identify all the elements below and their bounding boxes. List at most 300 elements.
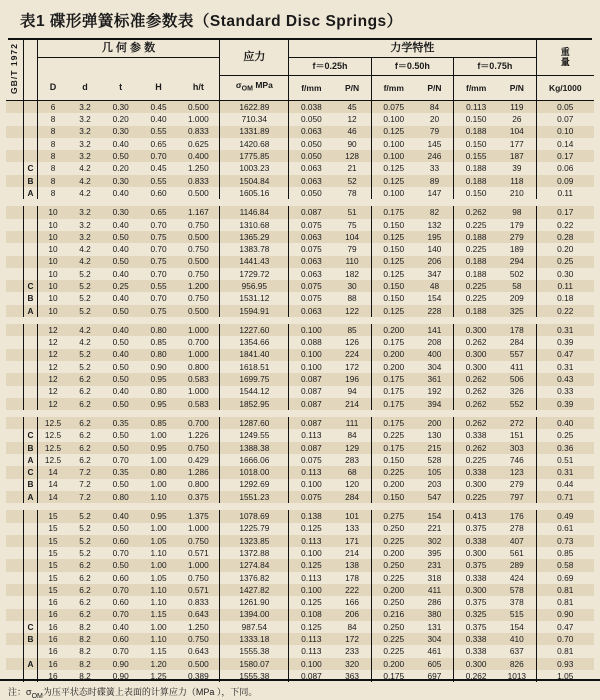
mech-group-2: f＝0.50h bbox=[371, 57, 453, 75]
cell-ht: 0.833 bbox=[177, 126, 219, 138]
cell-f1: 0.038 bbox=[289, 101, 334, 114]
cell-p3: 272 bbox=[498, 417, 536, 429]
cell-stress: 1394.00 bbox=[220, 609, 289, 621]
geometry-spacer bbox=[37, 57, 220, 75]
cell-ht: 0.500 bbox=[177, 101, 219, 114]
cell-t: 0.25 bbox=[102, 280, 140, 292]
cell-weight: 0.06 bbox=[536, 162, 594, 174]
cell-ht: 0.833 bbox=[177, 175, 219, 187]
cell-f2: 0.150 bbox=[371, 280, 416, 292]
table-note bbox=[0, 679, 600, 700]
cell-t: 0.30 bbox=[102, 101, 140, 114]
cell-stress: 1666.06 bbox=[220, 454, 289, 466]
disc-spring-table bbox=[6, 40, 594, 682]
cell-series-mark: C bbox=[24, 466, 37, 478]
cell-series-mark bbox=[24, 596, 37, 608]
cell-weight: 0.73 bbox=[536, 535, 594, 547]
cell-p3: 410 bbox=[498, 633, 536, 645]
cell-f3: 0.150 bbox=[454, 113, 499, 125]
cell-weight: 0.25 bbox=[536, 429, 594, 441]
cell-p2: 286 bbox=[416, 596, 454, 608]
cell-f3: 0.325 bbox=[454, 609, 499, 621]
cell-f1: 0.100 bbox=[289, 349, 334, 361]
row-standard-spacer bbox=[6, 621, 24, 633]
mech-group-3: f＝0.75h bbox=[454, 57, 536, 75]
row-standard-spacer bbox=[6, 559, 24, 571]
cell-f2: 0.225 bbox=[371, 429, 416, 441]
cell-f2: 0.250 bbox=[371, 523, 416, 535]
cell-p2: 347 bbox=[416, 268, 454, 280]
cell-p3: 289 bbox=[498, 559, 536, 571]
cell-t: 0.30 bbox=[102, 126, 140, 138]
cell-p3: 294 bbox=[498, 256, 536, 268]
cell-f3: 0.300 bbox=[454, 547, 499, 559]
cell-f1: 0.125 bbox=[289, 621, 334, 633]
cell-stress: 1852.95 bbox=[220, 398, 289, 410]
cell-f2: 0.125 bbox=[371, 162, 416, 174]
cell-weight: 0.85 bbox=[536, 547, 594, 559]
cell-ht: 0.500 bbox=[177, 305, 219, 317]
cell-H: 0.75 bbox=[140, 231, 178, 243]
cell-f3: 0.262 bbox=[454, 398, 499, 410]
cell-f2: 0.150 bbox=[371, 454, 416, 466]
cell-f2: 0.125 bbox=[371, 256, 416, 268]
cell-stress: 956.95 bbox=[220, 280, 289, 292]
cell-f3: 0.375 bbox=[454, 596, 499, 608]
table-row bbox=[6, 596, 594, 608]
cell-p1: 45 bbox=[333, 101, 371, 114]
cell-p2: 361 bbox=[416, 373, 454, 385]
col-p1: P/N bbox=[333, 75, 371, 100]
cell-d: 3.2 bbox=[68, 101, 101, 114]
cell-stress: 1372.88 bbox=[220, 547, 289, 559]
cell-f1: 0.063 bbox=[289, 231, 334, 243]
cell-weight: 0.05 bbox=[536, 101, 594, 114]
cell-weight: 0.69 bbox=[536, 572, 594, 584]
cell-H: 1.00 bbox=[140, 429, 178, 441]
cell-weight: 0.36 bbox=[536, 442, 594, 454]
row-standard-spacer bbox=[6, 442, 24, 454]
cell-d: 5.2 bbox=[68, 510, 101, 522]
cell-p3: 325 bbox=[498, 305, 536, 317]
cell-stress: 1365.29 bbox=[220, 231, 289, 243]
table-row bbox=[6, 398, 594, 410]
cell-d: 8.2 bbox=[68, 621, 101, 633]
cell-p1: 52 bbox=[333, 175, 371, 187]
cell-p1: 122 bbox=[333, 305, 371, 317]
cell-p1: 51 bbox=[333, 206, 371, 218]
row-standard-spacer bbox=[6, 349, 24, 361]
cell-f1: 0.075 bbox=[289, 454, 334, 466]
cell-stress: 1427.82 bbox=[220, 584, 289, 596]
cell-t: 0.40 bbox=[102, 268, 140, 280]
cell-p2: 130 bbox=[416, 429, 454, 441]
cell-d: 8.2 bbox=[68, 670, 101, 682]
cell-f2: 0.075 bbox=[371, 101, 416, 114]
cell-series-mark bbox=[24, 150, 37, 162]
row-standard-spacer bbox=[6, 633, 24, 645]
cell-ht: 1.250 bbox=[177, 162, 219, 174]
cell-d: 3.2 bbox=[68, 150, 101, 162]
cell-D: 10 bbox=[37, 219, 68, 231]
cell-f3: 0.155 bbox=[454, 150, 499, 162]
cell-p2: 228 bbox=[416, 305, 454, 317]
cell-f1: 0.113 bbox=[289, 466, 334, 478]
cell-weight: 0.90 bbox=[536, 609, 594, 621]
stress-subscript: OM bbox=[241, 85, 253, 93]
cell-stress: 1376.82 bbox=[220, 572, 289, 584]
cell-t: 0.60 bbox=[102, 535, 140, 547]
cell-p3: 189 bbox=[498, 243, 536, 255]
cell-p1: 104 bbox=[333, 231, 371, 243]
standard-label-cell bbox=[6, 40, 24, 101]
standard-label: GB/T 1972 bbox=[9, 43, 20, 95]
cell-ht: 1.000 bbox=[177, 324, 219, 336]
cell-t: 0.40 bbox=[102, 138, 140, 150]
cell-series-mark bbox=[24, 373, 37, 385]
row-standard-spacer bbox=[6, 386, 24, 398]
cell-p2: 231 bbox=[416, 559, 454, 571]
row-standard-spacer bbox=[6, 243, 24, 255]
cell-f3: 0.375 bbox=[454, 559, 499, 571]
cell-p3: 278 bbox=[498, 523, 536, 535]
cell-d: 5.2 bbox=[68, 535, 101, 547]
cell-t: 0.70 bbox=[102, 645, 140, 657]
cell-f3: 0.375 bbox=[454, 621, 499, 633]
cell-f2: 0.175 bbox=[371, 373, 416, 385]
cell-d: 6.2 bbox=[68, 454, 101, 466]
cell-p1: 94 bbox=[333, 386, 371, 398]
cell-f3: 0.225 bbox=[454, 292, 499, 304]
cell-f2: 0.225 bbox=[371, 645, 416, 657]
cell-weight: 0.81 bbox=[536, 584, 594, 596]
cell-p3: 552 bbox=[498, 398, 536, 410]
cell-d: 3.2 bbox=[68, 113, 101, 125]
cell-H: 0.80 bbox=[140, 466, 178, 478]
cell-p3: 279 bbox=[498, 479, 536, 491]
cell-f1: 0.075 bbox=[289, 243, 334, 255]
table-row bbox=[6, 126, 594, 138]
cell-stress: 1531.12 bbox=[220, 292, 289, 304]
cell-p2: 154 bbox=[416, 510, 454, 522]
cell-p2: 215 bbox=[416, 442, 454, 454]
cell-t: 0.50 bbox=[102, 231, 140, 243]
cell-p2: 147 bbox=[416, 187, 454, 199]
table-row bbox=[6, 150, 594, 162]
cell-stress: 1292.69 bbox=[220, 479, 289, 491]
cell-f1: 0.100 bbox=[289, 584, 334, 596]
cell-D: 10 bbox=[37, 292, 68, 304]
cell-series-mark bbox=[24, 349, 37, 361]
cell-p1: 75 bbox=[333, 219, 371, 231]
cell-D: 12.5 bbox=[37, 442, 68, 454]
cell-t: 0.50 bbox=[102, 305, 140, 317]
cell-p3: 178 bbox=[498, 324, 536, 336]
cell-stress: 1841.40 bbox=[220, 349, 289, 361]
cell-D: 10 bbox=[37, 280, 68, 292]
cell-d: 5.2 bbox=[68, 361, 101, 373]
cell-series-mark bbox=[24, 609, 37, 621]
cell-weight: 0.71 bbox=[536, 491, 594, 503]
cell-p1: 172 bbox=[333, 633, 371, 645]
cell-ht: 0.750 bbox=[177, 633, 219, 645]
cell-t: 0.50 bbox=[102, 398, 140, 410]
cell-f3: 0.338 bbox=[454, 633, 499, 645]
cell-weight: 0.09 bbox=[536, 175, 594, 187]
cell-p1: 171 bbox=[333, 535, 371, 547]
cell-t: 0.50 bbox=[102, 150, 140, 162]
cell-f1: 0.087 bbox=[289, 417, 334, 429]
cell-ht: 0.750 bbox=[177, 535, 219, 547]
row-standard-spacer bbox=[6, 256, 24, 268]
cell-f2: 0.275 bbox=[371, 510, 416, 522]
cell-D: 16 bbox=[37, 633, 68, 645]
cell-f2: 0.125 bbox=[371, 305, 416, 317]
cell-p2: 395 bbox=[416, 547, 454, 559]
cell-f3: 0.338 bbox=[454, 429, 499, 441]
cell-d: 4.2 bbox=[68, 243, 101, 255]
table-row bbox=[6, 243, 594, 255]
cell-D: 15 bbox=[37, 559, 68, 571]
cell-series-mark: B bbox=[24, 175, 37, 187]
cell-p2: 246 bbox=[416, 150, 454, 162]
row-standard-spacer bbox=[6, 466, 24, 478]
cell-series-mark bbox=[24, 572, 37, 584]
cell-H: 1.15 bbox=[140, 609, 178, 621]
cell-weight: 0.40 bbox=[536, 417, 594, 429]
cell-f2: 0.200 bbox=[371, 361, 416, 373]
cell-H: 0.95 bbox=[140, 398, 178, 410]
cell-weight: 0.31 bbox=[536, 361, 594, 373]
cell-p2: 461 bbox=[416, 645, 454, 657]
cell-H: 1.05 bbox=[140, 535, 178, 547]
row-standard-spacer bbox=[6, 324, 24, 336]
mark-col-header bbox=[24, 40, 37, 101]
cell-ht: 1.000 bbox=[177, 349, 219, 361]
cell-H: 0.85 bbox=[140, 417, 178, 429]
cell-series-mark bbox=[24, 138, 37, 150]
cell-series-mark bbox=[24, 324, 37, 336]
cell-t: 0.50 bbox=[102, 523, 140, 535]
cell-t: 0.90 bbox=[102, 670, 140, 682]
cell-D: 12 bbox=[37, 324, 68, 336]
cell-f1: 0.075 bbox=[289, 219, 334, 231]
cell-t: 0.70 bbox=[102, 454, 140, 466]
cell-H: 0.60 bbox=[140, 187, 178, 199]
cell-t: 0.35 bbox=[102, 417, 140, 429]
cell-f2: 0.100 bbox=[371, 150, 416, 162]
cell-t: 0.40 bbox=[102, 510, 140, 522]
cell-ht: 0.429 bbox=[177, 454, 219, 466]
cell-t: 0.50 bbox=[102, 256, 140, 268]
cell-stress: 1227.60 bbox=[220, 324, 289, 336]
cell-stress: 1594.91 bbox=[220, 305, 289, 317]
cell-p1: 21 bbox=[333, 162, 371, 174]
col-ht: h/t bbox=[177, 75, 219, 100]
cell-D: 12 bbox=[37, 386, 68, 398]
table-row bbox=[6, 219, 594, 231]
row-standard-spacer bbox=[6, 584, 24, 596]
cell-D: 12.5 bbox=[37, 417, 68, 429]
row-standard-spacer bbox=[6, 175, 24, 187]
table-row bbox=[6, 584, 594, 596]
cell-p3: 1013 bbox=[498, 670, 536, 682]
cell-f3: 0.262 bbox=[454, 670, 499, 682]
cell-t: 0.35 bbox=[102, 466, 140, 478]
cell-series-mark: A bbox=[24, 491, 37, 503]
cell-p2: 302 bbox=[416, 535, 454, 547]
cell-f3: 0.225 bbox=[454, 219, 499, 231]
weight-label-line1: 重 bbox=[560, 46, 570, 57]
cell-t: 0.50 bbox=[102, 559, 140, 571]
cell-p1: 129 bbox=[333, 442, 371, 454]
cell-f1: 0.087 bbox=[289, 386, 334, 398]
cell-weight: 1.05 bbox=[536, 670, 594, 682]
cell-series-mark bbox=[24, 101, 37, 114]
cell-D: 10 bbox=[37, 243, 68, 255]
cell-t: 0.50 bbox=[102, 361, 140, 373]
cell-D: 8 bbox=[37, 175, 68, 187]
cell-H: 1.25 bbox=[140, 670, 178, 682]
cell-series-mark bbox=[24, 113, 37, 125]
cell-p1: 283 bbox=[333, 454, 371, 466]
cell-d: 8.2 bbox=[68, 645, 101, 657]
table-row bbox=[6, 491, 594, 503]
cell-f1: 0.138 bbox=[289, 510, 334, 522]
table-row bbox=[6, 479, 594, 491]
cell-p2: 140 bbox=[416, 243, 454, 255]
cell-H: 1.15 bbox=[140, 645, 178, 657]
cell-D: 8 bbox=[37, 187, 68, 199]
group-gap bbox=[6, 410, 594, 417]
cell-p1: 84 bbox=[333, 429, 371, 441]
cell-p3: 637 bbox=[498, 645, 536, 657]
cell-p1: 222 bbox=[333, 584, 371, 596]
cell-p1: 320 bbox=[333, 658, 371, 670]
cell-f3: 0.188 bbox=[454, 175, 499, 187]
cell-series-mark: A bbox=[24, 187, 37, 199]
table-row bbox=[6, 175, 594, 187]
table-row bbox=[6, 292, 594, 304]
table-body bbox=[6, 101, 594, 683]
cell-ht: 0.375 bbox=[177, 491, 219, 503]
cell-f2: 0.175 bbox=[371, 442, 416, 454]
cell-weight: 0.14 bbox=[536, 138, 594, 150]
row-standard-spacer bbox=[6, 231, 24, 243]
cell-f3: 0.150 bbox=[454, 187, 499, 199]
cell-H: 0.70 bbox=[140, 268, 178, 280]
cell-f3: 0.338 bbox=[454, 645, 499, 657]
cell-d: 6.2 bbox=[68, 572, 101, 584]
cell-f3: 0.262 bbox=[454, 373, 499, 385]
cell-p2: 48 bbox=[416, 280, 454, 292]
cell-f1: 0.075 bbox=[289, 292, 334, 304]
row-standard-spacer bbox=[6, 596, 24, 608]
cell-H: 0.95 bbox=[140, 510, 178, 522]
cell-p2: 20 bbox=[416, 113, 454, 125]
cell-f1: 0.113 bbox=[289, 572, 334, 584]
cell-weight: 0.61 bbox=[536, 523, 594, 535]
cell-stress: 1729.72 bbox=[220, 268, 289, 280]
cell-f1: 0.100 bbox=[289, 547, 334, 559]
cell-stress: 1003.23 bbox=[220, 162, 289, 174]
cell-D: 12 bbox=[37, 349, 68, 361]
cell-f1: 0.063 bbox=[289, 268, 334, 280]
table-row bbox=[6, 256, 594, 268]
cell-series-mark bbox=[24, 417, 37, 429]
col-f2: f/mm bbox=[371, 75, 416, 100]
cell-f1: 0.050 bbox=[289, 113, 334, 125]
cell-stress: 710.34 bbox=[220, 113, 289, 125]
cell-p1: 79 bbox=[333, 243, 371, 255]
cell-p1: 128 bbox=[333, 150, 371, 162]
cell-series-mark: B bbox=[24, 292, 37, 304]
cell-series-mark: C bbox=[24, 621, 37, 633]
row-standard-spacer bbox=[6, 268, 24, 280]
cell-ht: 0.700 bbox=[177, 336, 219, 348]
col-f3: f/mm bbox=[454, 75, 499, 100]
row-standard-spacer bbox=[6, 523, 24, 535]
cell-ht: 0.833 bbox=[177, 596, 219, 608]
cell-p1: 214 bbox=[333, 398, 371, 410]
cell-p2: 203 bbox=[416, 479, 454, 491]
table-row bbox=[6, 535, 594, 547]
cell-weight: 0.49 bbox=[536, 510, 594, 522]
cell-p1: 172 bbox=[333, 361, 371, 373]
cell-f3: 0.262 bbox=[454, 386, 499, 398]
cell-stress: 1146.84 bbox=[220, 206, 289, 218]
cell-f2: 0.125 bbox=[371, 175, 416, 187]
cell-f2: 0.225 bbox=[371, 572, 416, 584]
cell-weight: 0.11 bbox=[536, 280, 594, 292]
table-row bbox=[6, 633, 594, 645]
cell-series-mark bbox=[24, 547, 37, 559]
cell-ht: 1.375 bbox=[177, 510, 219, 522]
group-mechanics-header: 力学特性 bbox=[289, 40, 536, 57]
cell-f1: 0.063 bbox=[289, 305, 334, 317]
cell-d: 5.2 bbox=[68, 292, 101, 304]
cell-d: 5.2 bbox=[68, 547, 101, 559]
cell-series-mark: A bbox=[24, 658, 37, 670]
cell-H: 1.10 bbox=[140, 584, 178, 596]
cell-p2: 141 bbox=[416, 324, 454, 336]
row-standard-spacer bbox=[6, 417, 24, 429]
col-p2: P/N bbox=[416, 75, 454, 100]
cell-ht: 1.200 bbox=[177, 280, 219, 292]
cell-f1: 0.113 bbox=[289, 429, 334, 441]
cell-p1: 196 bbox=[333, 373, 371, 385]
row-standard-spacer bbox=[6, 510, 24, 522]
cell-f1: 0.113 bbox=[289, 535, 334, 547]
cell-ht: 0.571 bbox=[177, 547, 219, 559]
group-stress-header: 应力 bbox=[220, 40, 289, 75]
cell-D: 16 bbox=[37, 645, 68, 657]
cell-ht: 0.625 bbox=[177, 138, 219, 150]
cell-weight: 0.70 bbox=[536, 633, 594, 645]
cell-weight: 0.11 bbox=[536, 187, 594, 199]
cell-H: 0.40 bbox=[140, 113, 178, 125]
cell-series-mark bbox=[24, 584, 37, 596]
cell-weight: 0.93 bbox=[536, 658, 594, 670]
cell-d: 6.2 bbox=[68, 398, 101, 410]
cell-f1: 0.075 bbox=[289, 491, 334, 503]
cell-f2: 0.150 bbox=[371, 491, 416, 503]
row-standard-spacer bbox=[6, 113, 24, 125]
cell-f3: 0.225 bbox=[454, 491, 499, 503]
cell-d: 6.2 bbox=[68, 429, 101, 441]
cell-f2: 0.175 bbox=[371, 336, 416, 348]
cell-H: 0.95 bbox=[140, 442, 178, 454]
